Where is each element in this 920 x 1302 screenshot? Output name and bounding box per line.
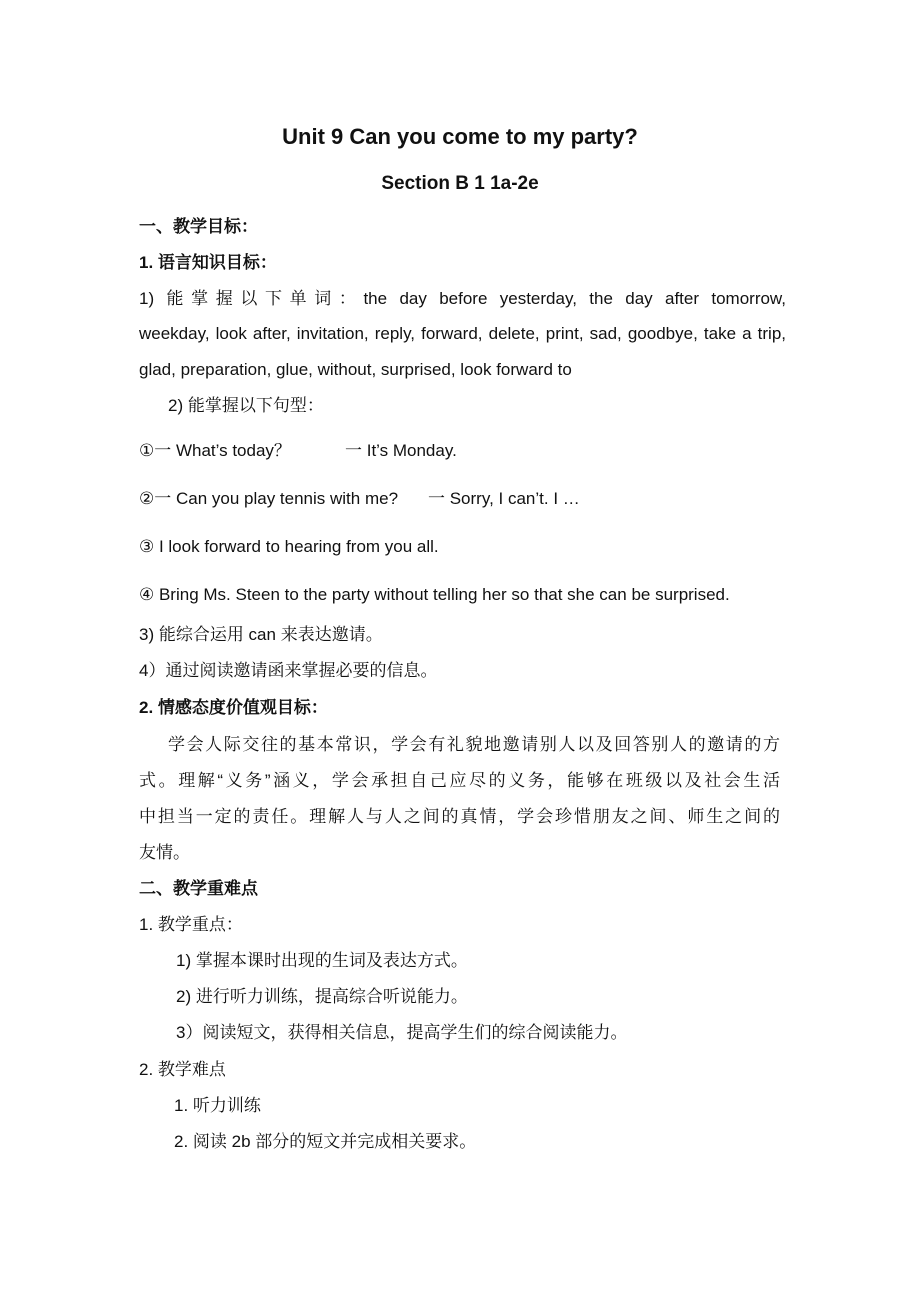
key-points-heading: 1. 教学重点： bbox=[139, 915, 243, 934]
goal2-paragraph-line-1: 学会人际交往的基本常识，学会有礼貌地邀请别人以及回答别人的邀请的方 bbox=[168, 735, 780, 754]
sentence-2-answer: 一 Sorry, I can’t. I … bbox=[428, 489, 580, 508]
sentence-1-answer: 一 It’s Monday. bbox=[345, 441, 457, 460]
key-point-1: 1) 掌握本课时出现的生词及表达方式。 bbox=[176, 951, 468, 970]
key-point-2: 2) 进行听力训练，提高综合听说能力。 bbox=[176, 987, 468, 1006]
sentence-3: ③ I look forward to hearing from you all. bbox=[139, 537, 439, 556]
vocab-line-3: glad, preparation, glue, without, surprised, look forward to bbox=[139, 360, 572, 379]
sentence-patterns-heading: 2) 能掌握以下句型： bbox=[168, 396, 324, 415]
difficult-point-1: 1. 听力训练 bbox=[174, 1096, 261, 1115]
section2-heading: 二、教学重难点 bbox=[139, 879, 258, 898]
goal2-paragraph-line-3: 中担当一定的责任。理解人与人之间的真情，学会珍惜朋友之间、师生之间的 bbox=[139, 807, 780, 826]
sentence-1-question: ①一 What’s today？ bbox=[139, 441, 291, 460]
goal2-paragraph-line-4: 友情。 bbox=[139, 843, 190, 862]
goal2-heading: 2. 情感态度价值观目标： bbox=[139, 698, 328, 717]
vocab-line-1: 1) 能掌握以下单词：the day before yesterday, the day after tomorrow, bbox=[139, 289, 786, 308]
page-subtitle: Section B 1 1a-2e bbox=[381, 173, 539, 194]
page-title: Unit 9 Can you come to my party? bbox=[282, 124, 638, 149]
vocab-line-2: weekday, look after, invitation, reply, forward, delete, print, sad, goodbye, take a trip, bbox=[139, 324, 786, 343]
goal1-item-4: 4）通过阅读邀请函来掌握必要的信息。 bbox=[139, 661, 438, 680]
sentence-4: ④ Bring Ms. Steen to the party without telling her so that she can be surprised. bbox=[139, 585, 730, 604]
sentence-2-question: ②一 Can you play tennis with me? bbox=[139, 489, 399, 508]
goal2-paragraph-line-2: 式。理解“义务”涵义，学会承担自己应尽的义务，能够在班级以及社会生活 bbox=[139, 771, 780, 790]
goal1-heading: 1. 语言知识目标： bbox=[139, 253, 277, 272]
key-point-3: 3）阅读短文，获得相关信息，提高学生们的综合阅读能力。 bbox=[176, 1023, 628, 1042]
difficult-point-2: 2. 阅读 2b 部分的短文并完成相关要求。 bbox=[174, 1132, 477, 1151]
goal1-item-3: 3) 能综合运用 can 来表达邀请。 bbox=[139, 625, 383, 644]
section1-heading: 一、教学目标： bbox=[139, 217, 258, 236]
difficult-points-heading: 2. 教学难点 bbox=[139, 1060, 226, 1079]
